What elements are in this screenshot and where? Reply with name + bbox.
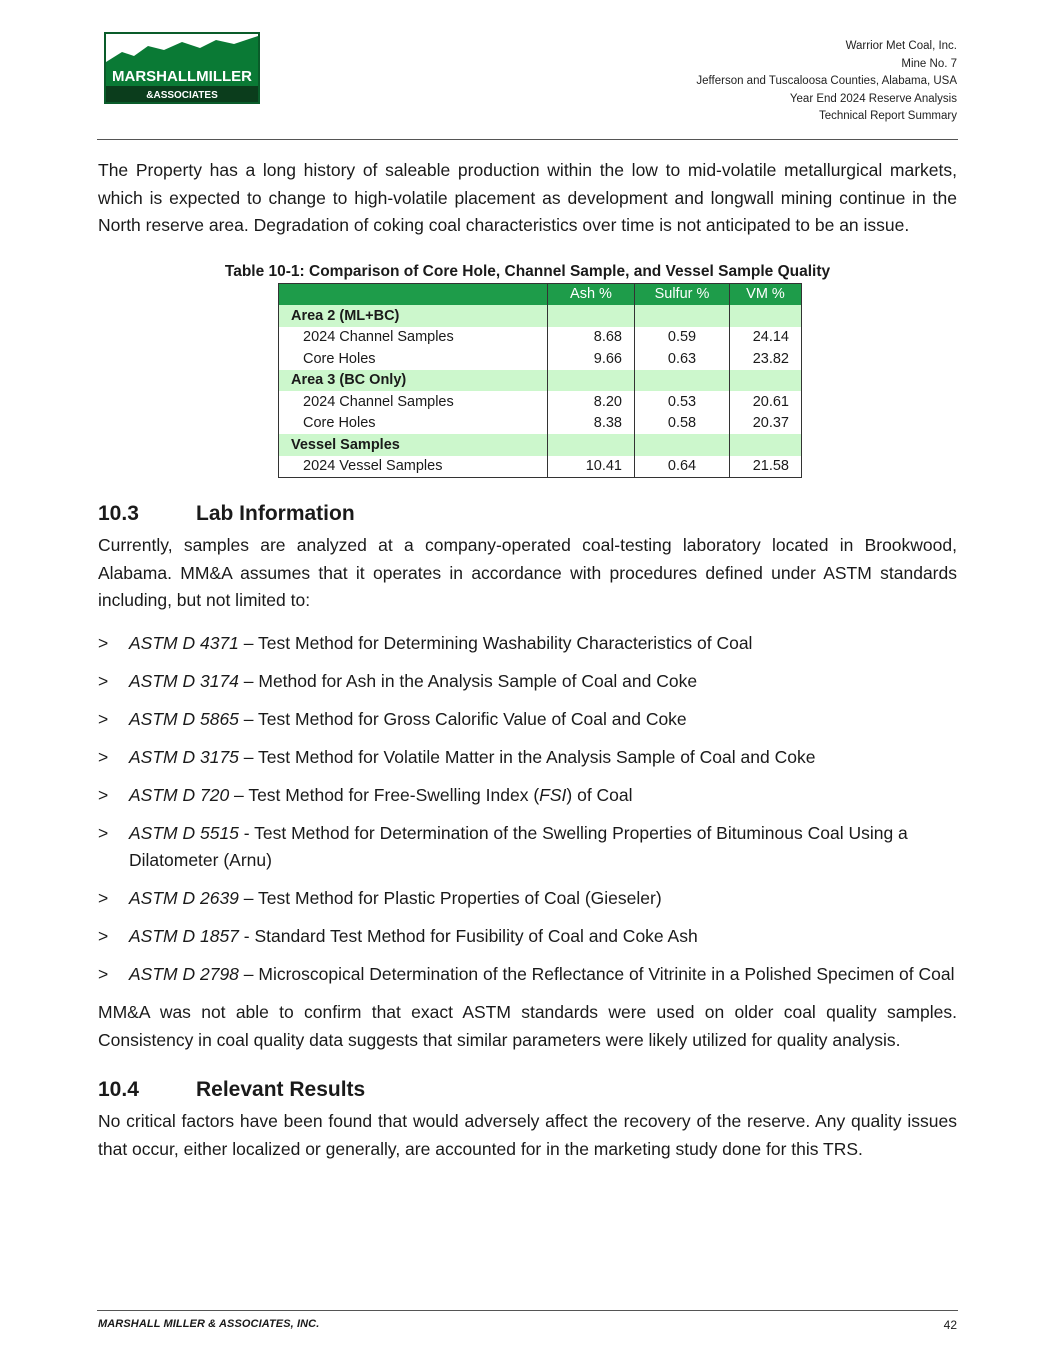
astm-code: ASTM D 4371	[129, 632, 239, 653]
astm-description: – Test Method for Free-Swelling Index (	[229, 784, 540, 805]
bullet-marker: >	[98, 670, 109, 691]
list-item	[98, 706, 957, 734]
ash-cell: 8.20	[548, 391, 635, 413]
list-item	[98, 630, 957, 658]
header-divider	[97, 139, 958, 140]
astm-description: - Test Method for Determination of the Swelling Properties of Bituminous Coal Using a Dilatometer (Arnu)	[129, 822, 908, 870]
list-item	[98, 820, 957, 875]
row-label: 2024 Channel Samples	[279, 391, 548, 413]
bullet-marker: >	[98, 964, 109, 984]
ash-cell: 10.41	[548, 456, 635, 478]
table-row	[279, 391, 802, 413]
sulfur-cell: 0.58	[635, 413, 730, 435]
header-line: Technical Report Summary	[818, 110, 957, 122]
astm-code: ASTM D 720	[129, 784, 230, 805]
fsi-abbreviation: FSI	[539, 784, 567, 805]
table-header-row	[279, 283, 802, 305]
table-group-row	[279, 305, 802, 327]
ash-cell: 8.38	[548, 413, 635, 435]
row-label: Core Holes	[279, 413, 548, 435]
astm-code: ASTM D 1857	[129, 926, 239, 946]
section-title: Lab Information	[196, 502, 355, 525]
relevant-results-paragraph: No critical factors have been found that would adversely affect the recovery of the reserve. Any quality issues that occur, either localized or generally, are accounted for in the marketing study done for this TRS.	[98, 1111, 957, 1159]
logo-sub-text: &ASSOCIATES	[146, 90, 218, 101]
vm-cell: 20.61	[730, 391, 802, 413]
table-group-row	[279, 370, 802, 392]
astm-code: ASTM D 3175	[129, 746, 239, 767]
astm-description: – Test Method for Volatile Matter in the Analysis Sample of Coal and Coke	[238, 746, 816, 767]
intro-paragraph: The Property has a long history of saleable production within the low to mid-volatile metallurgical markets, which is expected to change to high-volatile placement as development and longwall mining continue in the North reserve area. Degradation of coking coal characteristics over time is not anticipated to be an issue.	[98, 160, 957, 235]
section-number: 10.3	[98, 502, 139, 525]
section-heading-10-3	[98, 502, 957, 526]
sulfur-cell: 0.59	[635, 327, 730, 349]
bullet-marker: >	[98, 746, 109, 767]
row-label: 2024 Channel Samples	[279, 327, 548, 349]
header-line: Mine No. 7	[901, 57, 957, 70]
table-header-cell: VM %	[730, 283, 802, 305]
footer-divider	[97, 1310, 958, 1311]
astm-description: – Method for Ash in the Analysis Sample of Coal and Coke	[238, 670, 698, 691]
astm-description: ) of Coal	[566, 784, 633, 805]
bullet-marker: >	[98, 708, 109, 729]
astm-description: – Test Method for Gross Calorific Value of Coal and Coke	[238, 708, 687, 729]
table-header-cell	[279, 283, 548, 305]
table-header-cell: Ash %	[548, 283, 635, 305]
astm-code: ASTM D 5515	[129, 822, 239, 843]
document-header	[696, 38, 957, 126]
row-label: 2024 Vessel Samples	[279, 456, 548, 478]
vm-cell: 20.37	[730, 413, 802, 435]
header-line: Warrior Met Coal, Inc.	[845, 40, 957, 52]
astm-code: ASTM D 3174	[129, 670, 239, 691]
ash-cell: 8.68	[548, 327, 635, 349]
lab-info-paragraph: Currently, samples are analyzed at a company-operated coal-testing laboratory located in Brookwood, Alabama. MM&A assumes that it operates in accordance with procedures defined under ASTM standards including, but not limited to:	[98, 535, 957, 610]
astm-code: ASTM D 5865	[129, 708, 239, 729]
bullet-marker: >	[98, 632, 109, 653]
table-row	[279, 456, 802, 478]
bullet-marker: >	[98, 784, 109, 805]
section-title: Relevant Results	[196, 1078, 366, 1101]
list-item	[98, 961, 957, 989]
sulfur-cell: 0.64	[635, 456, 730, 478]
sulfur-cell: 0.63	[635, 348, 730, 370]
table-caption: Table 10-1: Comparison of Core Hole, Channel Sample, and Vessel Sample Quality	[224, 262, 831, 280]
astm-code: ASTM D 2798	[129, 964, 239, 984]
section-number: 10.4	[98, 1078, 139, 1101]
row-label: Core Holes	[279, 348, 548, 370]
vm-cell: 23.82	[730, 348, 802, 370]
logo-text: MARSHALLMILLER	[112, 68, 252, 85]
header-line: Year End 2024 Reserve Analysis	[789, 92, 957, 105]
section-heading-10-4	[98, 1078, 957, 1102]
table-group-row	[279, 434, 802, 456]
list-item	[98, 885, 957, 913]
list-item	[98, 923, 957, 951]
page-number: 42	[943, 1318, 957, 1332]
group-label: Vessel Samples	[279, 434, 548, 456]
astm-standards-list	[98, 630, 957, 989]
group-label: Area 3 (BC Only)	[279, 370, 548, 392]
header-line: Jefferson and Tuscaloosa Counties, Alabama, USA	[696, 75, 957, 87]
sulfur-cell: 0.53	[635, 391, 730, 413]
bullet-marker: >	[98, 822, 109, 843]
quality-comparison-table	[278, 283, 802, 479]
table-row	[279, 413, 802, 435]
list-item	[98, 782, 957, 810]
astm-code: ASTM D 2639	[129, 888, 239, 908]
astm-description: - Standard Test Method for Fusibility of Coal and Coke Ash	[238, 926, 698, 946]
company-logo	[104, 32, 260, 104]
list-item	[98, 744, 957, 772]
astm-description: – Test Method for Determining Washability Characteristics of Coal	[238, 632, 753, 653]
footer-company: MARSHALL MILLER & ASSOCIATES, INC.	[98, 1318, 320, 1330]
bullet-marker: >	[98, 926, 109, 946]
table-row	[279, 348, 802, 370]
group-label: Area 2 (ML+BC)	[279, 305, 548, 327]
page-content	[98, 157, 957, 1163]
ash-cell: 9.66	[548, 348, 635, 370]
astm-description: – Test Method for Plastic Properties of Coal (Gieseler)	[238, 888, 662, 908]
vm-cell: 24.14	[730, 327, 802, 349]
table-header-cell: Sulfur %	[635, 283, 730, 305]
astm-closing-paragraph: MM&A was not able to confirm that exact ASTM standards were used on older coal quality samples. Consistency in coal quality data suggests that similar parameters were likely utilized for quality analysis.	[98, 1002, 957, 1050]
list-item	[98, 668, 957, 696]
table-row	[279, 327, 802, 349]
vm-cell: 21.58	[730, 456, 802, 478]
astm-description: – Microscopical Determination of the Reflectance of Vitrinite in a Polished Specimen of Coal	[238, 964, 955, 984]
bullet-marker: >	[98, 888, 109, 908]
